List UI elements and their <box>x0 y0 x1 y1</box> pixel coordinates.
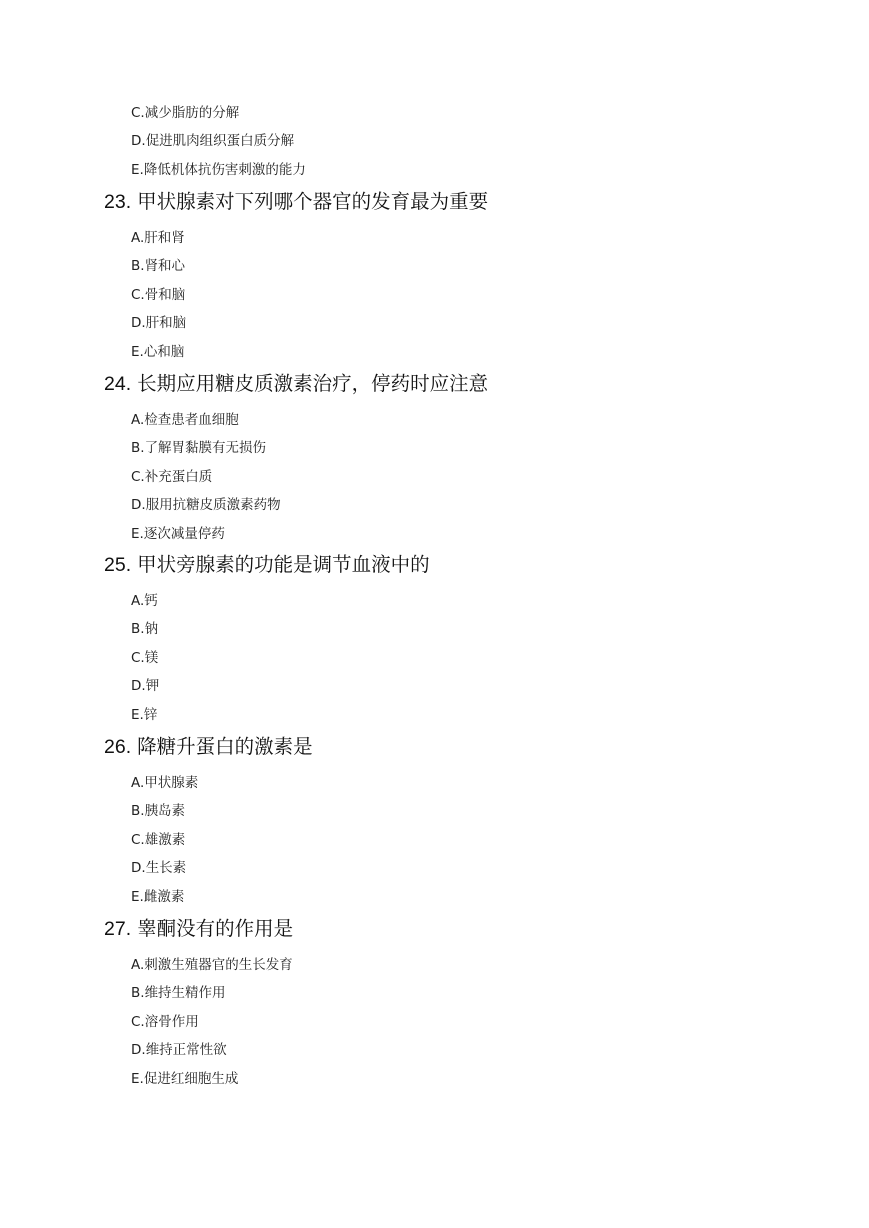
option-c: C.骨和脑 <box>131 286 186 303</box>
option-d: D.维持正常性欲 <box>131 1042 227 1059</box>
option-a: A.肝和肾 <box>131 230 185 246</box>
option-b: B.胰岛素 <box>131 803 186 820</box>
option-d: D.钾 <box>131 678 160 695</box>
question-26-title: 26. 降糖升蛋白的激素是 <box>104 735 313 758</box>
question-27-title: 27. 睾酮没有的作用是 <box>104 917 294 940</box>
option-e: E.促进红细胞生成 <box>131 1070 239 1087</box>
leading-options <box>131 99 306 184</box>
option-d: D.生长素 <box>131 860 187 877</box>
option-a: A.钙 <box>131 593 158 609</box>
option-a: A.刺激生殖器官的生长发育 <box>131 957 293 973</box>
option-c: C.雄激素 <box>131 831 186 848</box>
option-d: D.肝和脑 <box>131 315 187 332</box>
option-b: B.维持生精作用 <box>131 985 226 1002</box>
option-e: E.锌 <box>131 706 158 723</box>
option-b: B.钠 <box>131 621 159 638</box>
option-b: B.了解胃黏膜有无损伤 <box>131 440 267 457</box>
option-e: E.逐次减量停药 <box>131 525 225 542</box>
question-25-title: 25. 甲状旁腺素的功能是调节血液中的 <box>104 553 430 576</box>
option-d: D.促进肌肉组织蛋白质分解 <box>131 133 295 150</box>
option-c: C.溶骨作用 <box>131 1013 199 1030</box>
question-26-options <box>131 769 198 911</box>
question-23-options <box>131 224 186 366</box>
option-a: A.检查患者血细胞 <box>131 412 239 428</box>
option-d: D.服用抗糖皮质激素药物 <box>131 497 281 514</box>
question-27-options <box>131 951 293 1093</box>
question-25-options <box>131 587 159 729</box>
question-23-title: 23. 甲状腺素对下列哪个器官的发育最为重要 <box>104 190 489 213</box>
option-e: E.心和脑 <box>131 343 185 360</box>
option-e: E.降低机体抗伤害刺激的能力 <box>131 161 306 178</box>
question-24-options <box>131 406 281 548</box>
option-c: C.补充蛋白质 <box>131 468 213 485</box>
question-24-title: 24. 长期应用糖皮质激素治疗，停药时应注意 <box>104 372 489 395</box>
option-c: C.减少脂肪的分解 <box>131 105 240 121</box>
option-b: B.肾和心 <box>131 258 186 275</box>
option-e: E.雌激素 <box>131 888 185 905</box>
option-a: A.甲状腺素 <box>131 775 199 791</box>
option-c: C.镁 <box>131 649 159 666</box>
